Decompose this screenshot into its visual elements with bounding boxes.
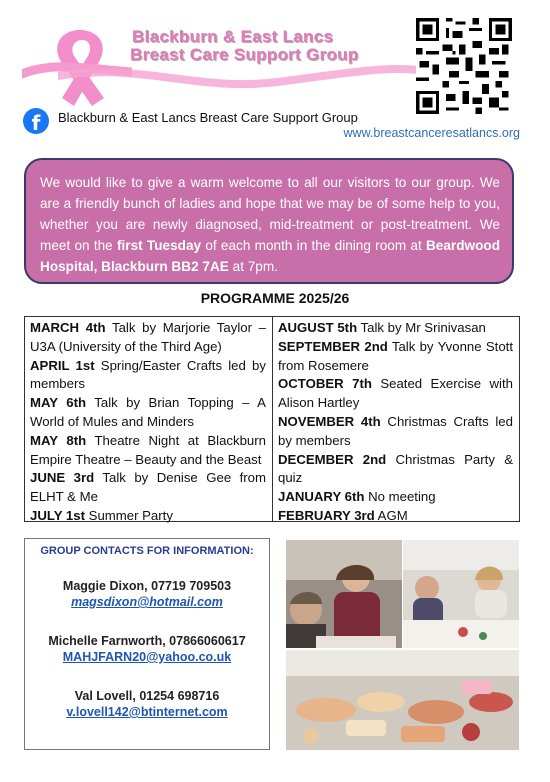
welcome-text-2: of each month in the dining room at <box>201 238 426 253</box>
programme-date: MAY 8th <box>30 432 87 448</box>
contact-email-link[interactable]: MAHJFARN20@yahoo.co.uk <box>62 650 232 664</box>
programme-text: No meeting <box>364 489 436 505</box>
programme-entry <box>278 507 513 526</box>
programme-date: APRIL 1st <box>30 357 95 373</box>
contacts-heading: GROUP CONTACTS FOR INFORMATION: <box>40 545 254 557</box>
welcome-bold-meeting-day: first Tuesday <box>117 238 202 253</box>
programme-text: Christmas Party & quiz <box>278 451 513 486</box>
programme-entry <box>30 507 266 526</box>
programme-date: NOVEMBER 4th <box>278 413 381 429</box>
website-link[interactable]: www.breastcanceresatlancs.org <box>343 126 520 140</box>
programme-text: Theatre Night at Blackburn Empire Theatre – Beauty and the Beast <box>30 432 266 467</box>
programme-entry <box>30 357 266 395</box>
programme-right-column <box>272 317 519 521</box>
programme-entry <box>278 451 513 489</box>
programme-table <box>24 316 520 522</box>
contact-name: Maggie Dixon, 07719 709503 <box>62 579 232 593</box>
welcome-box <box>24 158 514 284</box>
welcome-text-1: We would like to give a warm welcome to all our visitors to our group. We are a friendly bunch of ladies and hope that we may be of some help to you, whether you are newly diagnosed, mid-treatment or post-treatment. We meet on the <box>40 175 500 253</box>
programme-text: Spring/Easter Crafts led by members <box>30 357 266 392</box>
programme-text: Talk by Marjorie Taylor – U3A (University of the Third Age) <box>30 320 266 354</box>
programme-entry <box>30 469 266 507</box>
org-title <box>130 28 420 64</box>
programme-date: JUNE 3rd <box>30 470 95 486</box>
programme-date: SEPTEMBER 2nd <box>278 338 388 354</box>
programme-entry <box>278 375 513 413</box>
programme-entry <box>278 319 513 338</box>
programme-date: JANUARY 6th <box>278 489 365 505</box>
programme-date: AUGUST 5th <box>278 320 358 335</box>
programme-date: OCTOBER 7th <box>278 376 372 392</box>
group-contacts-box <box>24 538 270 750</box>
facebook-icon[interactable]: f <box>23 108 49 134</box>
programme-text: Summer Party <box>84 507 173 523</box>
contact-name: Michelle Farnworth, 07866060617 <box>48 634 246 648</box>
org-title-line1: Blackburn & East Lancs <box>132 27 334 46</box>
programme-text: Talk by Denise Gee from ELHT & Me <box>30 470 266 505</box>
programme-text: AGM <box>374 507 408 523</box>
programme-text: Talk by Yvonne Stott from Rosemere <box>278 338 513 373</box>
welcome-text-3: at 7pm. <box>228 259 278 274</box>
programme-entry <box>30 394 266 432</box>
programme-text: Talk by Mr Srinivasan <box>357 320 486 335</box>
contact-name: Val Lovell, 01254 698716 <box>74 689 220 703</box>
qr-code-icon[interactable] <box>416 18 512 114</box>
programme-entry <box>278 338 513 376</box>
org-title-line2: Breast Care Support Group <box>130 45 359 64</box>
programme-title: PROGRAMME 2025/26 <box>200 290 350 306</box>
programme-entry <box>278 488 513 507</box>
contact-email-link[interactable]: magsdixon@hotmail.com <box>71 595 223 609</box>
programme-left-column <box>25 317 272 521</box>
group-crafts-photo-1 <box>286 540 402 648</box>
programme-entry <box>278 413 513 451</box>
programme-text: Christmas Crafts led by members <box>278 413 513 448</box>
facebook-page-name[interactable]: Blackburn & East Lancs Breast Care Support Group <box>58 110 358 125</box>
programme-text: Talk by Brian Topping – A World of Mules and Minders <box>30 395 266 429</box>
programme-date: MAY 6th <box>30 395 87 411</box>
group-crafts-photo-2 <box>403 540 519 648</box>
programme-date: DECEMBER 2nd <box>278 451 387 467</box>
programme-entry <box>30 432 266 470</box>
contact-email-link[interactable]: v.lovell142@btinternet.com <box>66 705 228 719</box>
welcome-bold-venue: Beardwood Hospital, Blackburn BB2 7AE <box>40 238 500 274</box>
programme-entry <box>30 319 266 357</box>
programme-date: FEBRUARY 3rd <box>278 507 375 523</box>
programme-date: MARCH 4th <box>30 320 106 335</box>
programme-text: Seated Exercise with Alison Hartley <box>278 376 513 411</box>
party-food-photo <box>286 650 519 750</box>
programme-date: JULY 1st <box>30 507 85 523</box>
